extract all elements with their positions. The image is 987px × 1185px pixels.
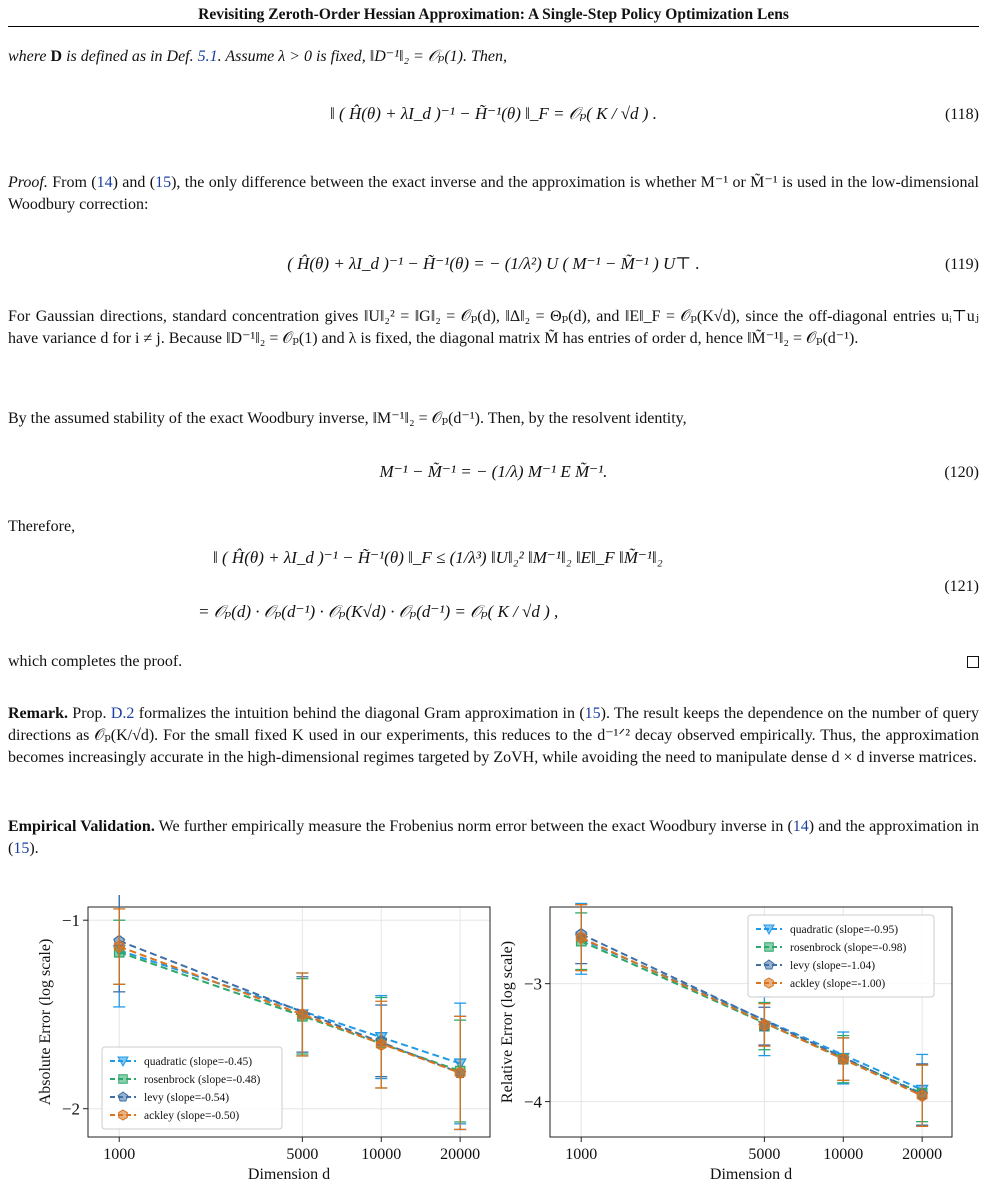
- legend-label: rosenbrock (slope=-0.98): [790, 942, 907, 954]
- empirical-paragraph: [8, 816, 979, 860]
- legend-marker: [119, 1075, 128, 1084]
- ref-eq-14-empirical[interactable]: 14: [792, 818, 809, 835]
- legend-marker: [765, 978, 774, 988]
- y-tick-label: −1: [61, 911, 80, 931]
- empirical-text-1: We further empirically measure the Frobenius norm error between the exact Woodbury inverse in (: [154, 818, 793, 835]
- empirical-label: Empirical Validation.: [8, 818, 155, 835]
- x-tick-label: 1000: [565, 1146, 598, 1163]
- ref-prop-d-2[interactable]: D.2: [110, 705, 135, 722]
- legend-label: ackley (slope=-1.00): [790, 978, 886, 990]
- data-point: [577, 932, 587, 943]
- legend-marker: [765, 943, 774, 952]
- header-rule: [8, 26, 979, 27]
- equation-121-line-1: ‖ ( Ĥ(θ) + λI_d )⁻¹ − H̃⁻¹(θ) ‖_F ≤ (1/λ³) ‖U‖₂² ‖M⁻¹‖₂ ‖E‖_F ‖M̃⁻¹‖₂: [213, 548, 663, 567]
- data-point: [839, 1054, 849, 1065]
- legend-label: rosenbrock (slope=-0.48): [144, 1074, 261, 1086]
- legend-label: quadratic (slope=-0.45): [144, 1056, 253, 1068]
- proof-label: Proof.: [8, 174, 48, 191]
- equation-119: [8, 244, 979, 288]
- x-tick-label: 20000: [902, 1146, 943, 1163]
- legend-label: levy (slope=-0.54): [144, 1092, 230, 1104]
- y-tick-label: −2: [61, 1099, 80, 1119]
- remark-label: Remark.: [8, 705, 68, 722]
- relative-error-chart: [492, 895, 957, 1185]
- intro-matrix-d: D: [50, 48, 63, 65]
- proof-text-2: ) and (: [112, 174, 156, 191]
- empirical-text-2: ) and the approximation in (: [8, 818, 980, 857]
- remark-text-2: formalizes the intuition behind the diagonal Gram approximation in (: [134, 705, 585, 722]
- proof-end-text: which completes the proof.: [8, 653, 183, 670]
- remark-paragraph: [8, 703, 979, 769]
- equation-119-expr: ( Ĥ(θ) + λI_d )⁻¹ − H̃⁻¹(θ) = − (1/λ²) U ( M⁻¹ − M̃⁻¹ ) U⊤ .: [287, 254, 700, 273]
- legend-label: ackley (slope=-0.50): [144, 1110, 240, 1122]
- x-tick-label: 1000: [103, 1146, 136, 1163]
- intro-text-d: . Assume λ > 0 is fixed, ‖D⁻¹‖₂ = 𝒪ₚ(1). Then,: [217, 48, 507, 65]
- ref-eq-15[interactable]: 15: [155, 174, 172, 191]
- legend: [748, 915, 934, 997]
- data-point: [917, 1090, 927, 1101]
- proof-text-3: ), the only difference between the exact inverse and the approximation is whether M⁻¹ or M̃⁻¹ is used in the low-dimensional Woodbury correction:: [8, 174, 980, 213]
- x-axis-label: Dimension d: [709, 1166, 793, 1183]
- x-tick-label: 5000: [748, 1146, 781, 1163]
- legend-label: levy (slope=-1.04): [790, 960, 876, 972]
- equation-120: [8, 452, 979, 496]
- remark-text-1: Prop.: [67, 705, 111, 722]
- equation-118-expr: ‖ ( Ĥ(θ) + λI_d )⁻¹ − H̃⁻¹(θ) ‖_F = 𝒪ₚ( K / √d ) .: [330, 104, 657, 123]
- absolute-error-chart: [30, 895, 495, 1185]
- paper-page: [8, 0, 980, 857]
- intro-line: [8, 46, 979, 68]
- x-tick-label: 10000: [823, 1146, 864, 1163]
- ref-eq-15-empirical[interactable]: 15: [13, 840, 30, 857]
- x-tick-label: 5000: [286, 1146, 319, 1163]
- intro-text-a: where: [8, 48, 51, 65]
- equation-121-line-2: = 𝒪ₚ(d) · 𝒪ₚ(d⁻¹) · 𝒪ₚ(K√d) · 𝒪ₚ(d⁻¹) = 𝒪ₚ( K / √d ) ,: [198, 602, 559, 621]
- qed-box-icon: [967, 656, 979, 668]
- data-point: [377, 1039, 387, 1050]
- equation-118: [8, 94, 979, 138]
- ref-eq-15-remark[interactable]: 15: [584, 705, 601, 722]
- equation-120-number: (120): [944, 464, 979, 481]
- x-tick-label: 20000: [440, 1146, 481, 1163]
- y-tick-label: −3: [523, 974, 542, 994]
- empirical-text-3: ).: [29, 840, 39, 857]
- equation-121: [8, 538, 979, 648]
- therefore-text: Therefore,: [8, 518, 76, 535]
- data-point: [298, 1009, 308, 1020]
- y-axis-label: Relative Error (log scale): [499, 940, 516, 1104]
- x-tick-label: 10000: [361, 1146, 402, 1163]
- running-header: Revisiting Zeroth-Order Hessian Approximation: A Single-Step Policy Optimization Lens: [198, 6, 789, 23]
- y-tick-label: −4: [523, 1092, 542, 1112]
- ref-eq-14[interactable]: 14: [96, 174, 113, 191]
- y-axis-label: Absolute Error (log scale): [37, 938, 54, 1106]
- equation-120-expr: M⁻¹ − M̃⁻¹ = − (1/λ) M⁻¹ E M̃⁻¹.: [379, 462, 608, 481]
- data-point: [760, 1019, 770, 1030]
- data-point: [455, 1067, 465, 1078]
- legend-label: quadratic (slope=-0.95): [790, 924, 899, 936]
- remark-text-3: ). The result keeps the dependence on the number of query directions as 𝒪ₚ(K/√d). For the small fixed K used in our experiments, this reduces to the d⁻¹ᐟ² decay observed empirically. Thus, the approximation becomes increasingly accurate in the high-dimensional regimes targeted by ZoVH, while avoiding the need to manipulate dense d × d inverse matrices.: [8, 705, 980, 766]
- proof-paragraph: [8, 172, 979, 216]
- ref-def-5-1[interactable]: 5.1: [197, 48, 218, 65]
- intro-text-c: is defined as in Def.: [62, 48, 198, 65]
- equation-118-number: (118): [944, 106, 979, 123]
- concentration-paragraph: For Gaussian directions, standard concentration gives ‖U‖₂² = ‖G‖₂ = 𝒪ₚ(d), ‖Δ‖₂ = Θₚ(d), and ‖E‖_F = 𝒪ₚ(K√d), since the off-diagonal entries uᵢ⊤uⱼ have variance d for i ≠ j. Because ‖D⁻¹‖₂ = 𝒪ₚ(1) and λ is fixed, the diagonal matrix M̃ has entries of order d, hence ‖M̃⁻¹‖₂ = 𝒪ₚ(d⁻¹).: [8, 308, 979, 347]
- equation-121-number: (121): [944, 578, 979, 595]
- data-point: [115, 941, 125, 952]
- legend: [102, 1047, 282, 1129]
- x-axis-label: Dimension d: [247, 1166, 331, 1183]
- proof-text-1: From (: [47, 174, 97, 191]
- equation-119-number: (119): [944, 256, 979, 273]
- stability-paragraph: By the assumed stability of the exact Woodbury inverse, ‖M⁻¹‖₂ = 𝒪ₚ(d⁻¹). Then, by the resolvent identity,: [8, 410, 687, 427]
- legend-marker: [119, 1110, 128, 1120]
